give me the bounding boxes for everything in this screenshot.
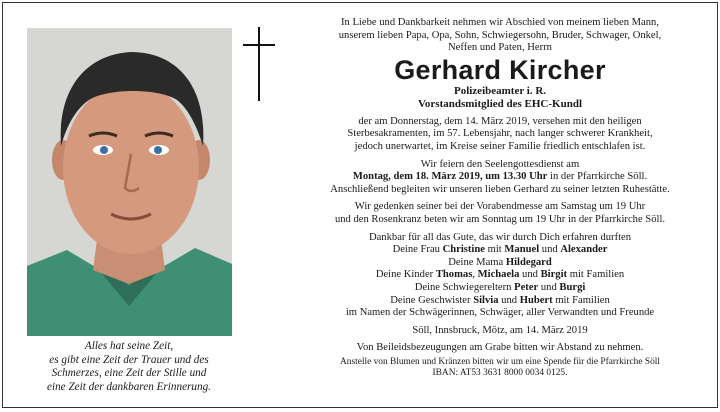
wife-name: Christine bbox=[442, 244, 485, 256]
service-date: Montag, dem 18. März 2019, um 13.30 Uhr bbox=[352, 171, 548, 183]
family-mother-line bbox=[285, 257, 715, 270]
text: Deine Kinder bbox=[375, 269, 436, 281]
verse-line: es gibt eine Zeit der Trauer und des bbox=[49, 353, 209, 366]
son-name: Alexander bbox=[560, 244, 608, 256]
service-line: Wir feiern den Seelengottesdienst am bbox=[420, 158, 580, 170]
text: mit bbox=[484, 244, 505, 256]
deceased-name: Gerhard Kircher bbox=[394, 54, 606, 85]
text: mit Familien bbox=[567, 269, 625, 281]
intro-line: unserem lieben Papa, Opa, Sohn, Schwiegersohn, Bruder, Schwager, Onkel, bbox=[338, 29, 662, 41]
portrait-photo bbox=[27, 28, 232, 336]
intro-line: Neffen und Paten, Herrn bbox=[448, 42, 552, 54]
son-name: Manuel bbox=[504, 244, 540, 256]
text: Deine Frau bbox=[392, 244, 443, 256]
obituary-notice bbox=[2, 2, 718, 408]
service-location: in der Pfarrkirche Söll. bbox=[547, 171, 648, 183]
death-line: der am Donnerstag, dem 14. März 2019, versehen mit den heiligen bbox=[358, 115, 642, 127]
memorial-verse bbox=[17, 340, 241, 394]
text: Deine Schwiegereltern bbox=[414, 281, 515, 293]
family-wife-line bbox=[285, 244, 715, 257]
prayer-line: und den Rosenkranz beten wir am Sonntag um 19 Uhr in der Pfarrkirche Söll. bbox=[334, 213, 666, 225]
iban: IBAN: AT53 3631 8000 0034 0125. bbox=[432, 368, 568, 379]
verse-line: eine Zeit der dankbaren Erinnerung. bbox=[47, 380, 211, 393]
child-name: Michaela bbox=[477, 269, 520, 281]
child-name: Thomas bbox=[435, 269, 473, 281]
family-inlaws-line bbox=[285, 282, 715, 295]
verse-line: Alles hat seine Zeit, bbox=[84, 340, 174, 352]
text: und bbox=[498, 294, 520, 306]
thanks-line: Dankbar für all das Gute, das wir durch Dich erfahren durften bbox=[368, 231, 632, 243]
text: , bbox=[472, 269, 478, 281]
family-siblings-line bbox=[285, 295, 715, 308]
mother-name: Hildegard bbox=[505, 256, 552, 268]
text: und bbox=[538, 281, 560, 293]
intro-line: In Liebe und Dankbarkeit nehmen wir Abschied von meinem lieben Mann, bbox=[340, 17, 660, 28]
sibling-name: Hubert bbox=[519, 294, 553, 306]
text: mit Familien bbox=[552, 294, 610, 306]
place-date: Söll, Innsbruck, Mötz, am 14. März 2019 bbox=[412, 324, 588, 336]
condolence-note: Von Beileidsbezeugungen am Grabe bitten wir Abstand zu nehmen. bbox=[356, 342, 644, 354]
inlaw-name: Peter bbox=[514, 281, 539, 293]
deceased-role: Vorstandsmitglied des EHC-Kundl bbox=[417, 97, 583, 110]
cross-icon bbox=[243, 27, 275, 101]
child-name: Birgit bbox=[540, 269, 568, 281]
verse-line: Schmerzes, eine Zeit der Stille und bbox=[51, 367, 207, 380]
death-line: jedoch unerwartet, im Kreise seiner Familie friedlich entschlafen ist. bbox=[354, 140, 646, 152]
family-children-line bbox=[285, 269, 715, 282]
thanks-line: im Namen der Schwägerinnen, Schwäger, aller Verwandten und Freunde bbox=[345, 307, 655, 319]
text: Deine Mama bbox=[448, 256, 506, 268]
text: und bbox=[539, 244, 561, 256]
prayer-line: Wir gedenken seiner bei der Vorabendmesse am Samstag um 19 Uhr bbox=[354, 201, 646, 213]
death-line: Sterbesakramenten, im 57. Lebensjahr, nach langer schwerer Krankheit, bbox=[347, 128, 653, 140]
text: und bbox=[519, 269, 541, 281]
text: Deine Geschwister bbox=[390, 294, 474, 306]
portrait-illustration bbox=[27, 28, 232, 336]
service-line: Anschließend begleiten wir unseren lieben Gerhard zu seiner letzten Ruhestätte. bbox=[330, 183, 670, 195]
inlaw-name: Burgi bbox=[559, 281, 586, 293]
deceased-title: Polizeibeamter i. R. bbox=[453, 84, 547, 97]
notice-text bbox=[285, 17, 715, 380]
sibling-name: Silvia bbox=[473, 294, 499, 306]
donation-note: Anstelle von Blumen und Kränzen bitten wir um eine Spende für die Pfarrkirche Söll bbox=[340, 356, 660, 367]
service-date-line bbox=[285, 171, 715, 184]
